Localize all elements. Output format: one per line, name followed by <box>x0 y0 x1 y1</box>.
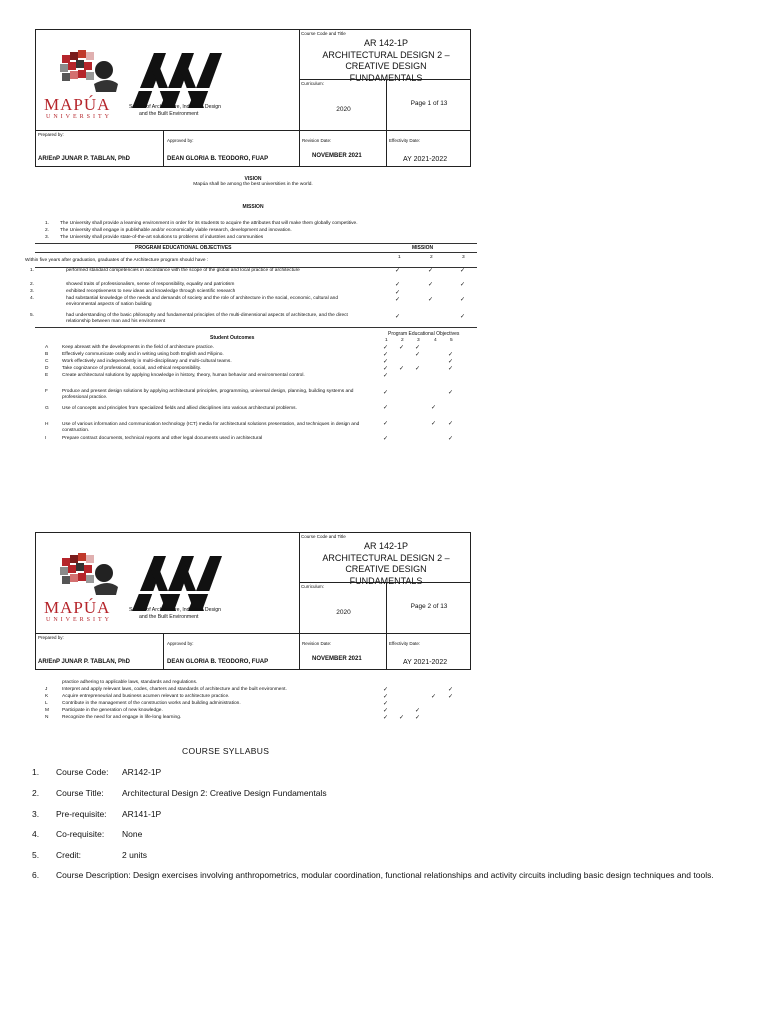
syllabus-num: 1. <box>32 767 40 777</box>
mission-text: The University shall provide a learning environment in order for its students to acquire the attributes that will make them globally competitive. <box>60 221 358 226</box>
check-mark: ✓ <box>448 366 454 372</box>
check-mark: ✓ <box>428 282 434 288</box>
syllabus-num: 4. <box>32 829 40 839</box>
so-text: Interpret and apply relevant laws, codes, charters and standards of architecture and the built environment. <box>62 687 287 692</box>
so-text: Take cognizance of professional, social, and ethical responsibility. <box>62 366 202 371</box>
syllabus-num: 2. <box>32 788 40 798</box>
check-mark: ✓ <box>383 373 389 379</box>
syllabus-label: Course Title: <box>56 788 104 798</box>
check-mark: ✓ <box>395 268 401 274</box>
syllabus-value: AR142-1P <box>122 767 162 777</box>
approved-value: DEAN GLORIA B. TEODORO, FUAP <box>167 156 269 162</box>
check-mark: ✓ <box>460 314 466 320</box>
check-mark: ✓ <box>383 701 389 707</box>
so-code: D <box>45 366 49 371</box>
peo-table <box>25 243 477 328</box>
check-mark: ✓ <box>399 366 405 372</box>
check-mark: ✓ <box>383 715 389 721</box>
seal-mosaic-icon <box>60 553 118 595</box>
so-text: Use of concepts and principles from specialized fields and allied disciplines into various architectural problems. <box>62 406 297 411</box>
check-mark: ✓ <box>460 268 466 274</box>
check-mark: ✓ <box>399 345 405 351</box>
syllabus-title: COURSE SYLLABUS <box>182 746 270 756</box>
dept-line-2: and the Built Environment <box>139 111 199 117</box>
syllabus-value: 2 units <box>122 850 148 860</box>
so-text: Use of various information and communication technology (ICT) media for architectural solutions presentation, and techniques in design and construction. <box>62 422 360 433</box>
check-mark: ✓ <box>383 421 389 427</box>
syllabus-value: AR141-1P <box>122 809 162 819</box>
check-mark: ✓ <box>383 436 389 442</box>
revision-label: Revision Date: <box>302 641 332 646</box>
syllabus-value: None <box>122 829 143 839</box>
so-text: Prepare contract documents, technical reports and other legal documents used in architectural <box>62 436 263 441</box>
dept-line-2: and the Built Environment <box>139 614 199 620</box>
syllabus-num: 5. <box>32 850 40 860</box>
check-mark: ✓ <box>383 390 389 396</box>
syllabus-num: 3. <box>32 809 40 819</box>
so-code: N <box>45 715 49 720</box>
vision-section <box>35 176 471 188</box>
check-mark: ✓ <box>431 405 437 411</box>
check-mark: ✓ <box>383 352 389 358</box>
dept-line-1: School of Architecture, Industrial Design <box>129 104 221 110</box>
aaa-monogram-icon <box>132 53 224 108</box>
syllabus-label: Credit: <box>56 850 82 860</box>
check-mark: ✓ <box>383 708 389 714</box>
curriculum-value: 2020 <box>336 106 351 113</box>
mission-section <box>35 204 471 210</box>
so-cont-text: practice adhering to applicable laws, standards and regulations. <box>62 680 198 685</box>
prepared-label: Prepared by: <box>38 132 64 137</box>
check-mark: ✓ <box>383 359 389 365</box>
vision-title: VISION <box>244 176 262 182</box>
syllabus-label: Co-requisite: <box>56 829 105 839</box>
so-code: H <box>45 422 49 427</box>
effectivity-value: AY 2021-2022 <box>403 156 448 163</box>
so-col: 4 <box>434 338 437 343</box>
so-text: Produce and present design solutions by applying architectural principles, programming, universal design, planning, building systems and professional practice. <box>62 389 354 400</box>
peo-title: PROGRAM EDUCATIONAL OBJECTIVES <box>135 245 232 251</box>
curriculum-label: Curriculum: <box>301 81 325 86</box>
so-code: K <box>45 694 49 699</box>
so-code: F <box>45 389 48 394</box>
peo-text: exhibited receptiveness to new ideas and knowledge through scientific research <box>66 289 236 294</box>
check-mark: ✓ <box>460 282 466 288</box>
so-text: Work effectively and independently in multi-disciplinary and multi-cultural teams. <box>62 359 232 364</box>
check-mark: ✓ <box>399 715 405 721</box>
check-mark: ✓ <box>428 297 434 303</box>
page-number: Page 2 of 13 <box>410 603 448 610</box>
peo-col: 3 <box>462 255 465 260</box>
prepared-label: Prepared by: <box>38 635 64 640</box>
so-col: 5 <box>450 338 453 343</box>
revision-value: NOVEMBER 2021 <box>312 153 362 159</box>
approved-label: Approved by: <box>167 641 194 646</box>
check-mark: ✓ <box>428 268 434 274</box>
so-code: M <box>45 708 49 713</box>
peo-num: 5. <box>30 313 35 318</box>
peo-text: had understanding of the basic philosophy and fundamental principles of the multi-dimensional aspects of architecture, and the direct relationship between man and his environment <box>66 313 348 324</box>
prepared-value: AR/EnP JUNAR P. TABLAN, PhD <box>38 659 131 665</box>
check-mark: ✓ <box>448 421 454 427</box>
so-peo-title: Program Educational Objectives <box>388 331 460 337</box>
check-mark: ✓ <box>448 436 454 442</box>
so-text: Effectively communicate orally and in writing using both English and Filipino. <box>62 352 224 357</box>
check-mark: ✓ <box>415 345 421 351</box>
check-mark: ✓ <box>448 352 454 358</box>
so-code: J <box>45 687 48 692</box>
check-mark: ✓ <box>448 390 454 396</box>
peo-col: 2 <box>430 255 433 260</box>
peo-text: performed standard competencies in accordance with the scope of the global and local practice of architecture <box>66 268 300 273</box>
prepared-value: AR/EnP JUNAR P. TABLAN, PhD <box>38 156 131 162</box>
peo-text: had substantial knowledge of the needs and demands of society and the role of architecture in the social, economic, cultural and environmental aspects of nation building <box>66 296 338 307</box>
mapua-logo <box>42 40 292 130</box>
check-mark: ✓ <box>383 405 389 411</box>
revision-label: Revision Date: <box>302 138 332 143</box>
peo-num: 2. <box>30 282 35 287</box>
effectivity-label: Effectivity Date: <box>389 138 421 143</box>
so-code: B <box>45 352 49 357</box>
so-text: Recognize the need for and engage in life-long learning. <box>62 715 182 720</box>
check-mark: ✓ <box>460 297 466 303</box>
so-code: A <box>45 345 49 350</box>
so-code: C <box>45 359 49 364</box>
syllabus-value: Architectural Design 2: Creative Design Fundamentals <box>122 788 327 798</box>
approved-value: DEAN GLORIA B. TEODORO, FUAP <box>167 659 269 665</box>
check-mark: ✓ <box>448 694 454 700</box>
revision-value: NOVEMBER 2021 <box>312 656 362 662</box>
syllabus-num: 6. <box>32 870 40 880</box>
so-text: Participate in the generation of new knowledge. <box>62 708 163 713</box>
check-mark: ✓ <box>383 694 389 700</box>
check-mark: ✓ <box>448 359 454 365</box>
check-mark: ✓ <box>431 421 437 427</box>
check-mark: ✓ <box>395 297 401 303</box>
check-mark: ✓ <box>431 694 437 700</box>
so-text: Acquire entrepreneurial and business acumen relevant to architecture practice. <box>62 694 230 699</box>
check-mark: ✓ <box>395 314 401 320</box>
peo-num: 3. <box>30 289 35 294</box>
so-col: 3 <box>417 338 420 343</box>
so-text: Keep abreast with the developments in the field of architecture practice. <box>62 345 214 350</box>
peo-num: 4. <box>30 296 35 301</box>
course-title: AR 142-1P ARCHITECTURAL DESIGN 2 – CREATIVE DESIGN FUNDAMENTALS <box>322 541 450 586</box>
peo-num: 1. <box>30 268 35 273</box>
header-block-page-1 <box>35 29 471 167</box>
mission-text: The University shall engage in publishable and/or economically viable research, development and innovation. <box>60 228 292 233</box>
so-col: 2 <box>401 338 404 343</box>
so-code: I <box>45 436 47 441</box>
seal-mosaic-icon <box>60 50 118 92</box>
so-title: Student Outcomes <box>210 335 255 341</box>
curriculum-value: 2020 <box>336 609 351 616</box>
mission-num: 1. <box>45 221 50 226</box>
course-code-label: Course Code and Title <box>301 534 346 539</box>
peo-col: 1 <box>398 255 401 260</box>
mission-num: 3. <box>45 235 50 240</box>
page-number: Page 1 of 13 <box>410 100 448 107</box>
school-name: MAPÚA <box>44 598 111 617</box>
mission-text: The University shall provide state-of-the-art solutions to problems of industries and communities <box>60 235 264 240</box>
course-title: AR 142-1P ARCHITECTURAL DESIGN 2 – CREATIVE DESIGN FUNDAMENTALS <box>322 38 450 83</box>
course-code-label: Course Code and Title <box>301 31 346 36</box>
syllabus-label: Course Code: <box>56 767 109 777</box>
syllabus-desc: Course Description: Design exercises involving anthropometrics, modular coordination, functional relationships and activity circuits including basic design techniques and tools. <box>56 870 714 880</box>
syllabus-label: Pre-requisite: <box>56 809 107 819</box>
curriculum-label: Curriculum: <box>301 584 325 589</box>
check-mark: ✓ <box>383 366 389 372</box>
effectivity-value: AY 2021-2022 <box>403 659 448 666</box>
mission-num: 2. <box>45 228 50 233</box>
check-mark: ✓ <box>395 282 401 288</box>
school-sub: UNIVERSITY <box>46 114 112 120</box>
dept-line-1: School of Architecture, Industrial Design <box>129 607 221 613</box>
check-mark: ✓ <box>383 345 389 351</box>
so-code: L <box>45 701 48 706</box>
so-table-continued <box>35 677 477 727</box>
aaa-monogram-icon <box>132 556 224 611</box>
effectivity-label: Effectivity Date: <box>389 641 421 646</box>
school-sub: UNIVERSITY <box>46 617 112 623</box>
check-mark: ✓ <box>415 715 421 721</box>
check-mark: ✓ <box>383 687 389 693</box>
vision-text: Mapúa shall be among the best universities in the world. <box>193 182 313 187</box>
peo-mission-title: MISSION <box>412 245 434 251</box>
so-text: Contribute in the management of the construction works and building administration. <box>62 701 241 706</box>
so-code: G <box>45 406 49 411</box>
peo-intro: Within five years after graduation, graduates of the Architecture program should have : <box>25 258 209 263</box>
peo-text: showed traits of professionalism, sense of responsibility, equality and patriotism <box>66 282 235 287</box>
header-block-page-2 <box>35 532 471 670</box>
check-mark: ✓ <box>448 687 454 693</box>
mission-title: MISSION <box>242 204 264 210</box>
mapua-logo <box>42 543 292 633</box>
check-mark: ✓ <box>415 366 421 372</box>
so-table <box>35 329 477 445</box>
approved-label: Approved by: <box>167 138 194 143</box>
so-text: Create architectural solutions by applying knowledge in history, theory, human behavior and environmental control. <box>62 373 305 378</box>
check-mark: ✓ <box>415 352 421 358</box>
so-col: 1 <box>385 338 388 343</box>
so-code: E <box>45 373 49 378</box>
school-name: MAPÚA <box>44 95 111 114</box>
check-mark: ✓ <box>415 708 421 714</box>
check-mark: ✓ <box>395 290 401 296</box>
